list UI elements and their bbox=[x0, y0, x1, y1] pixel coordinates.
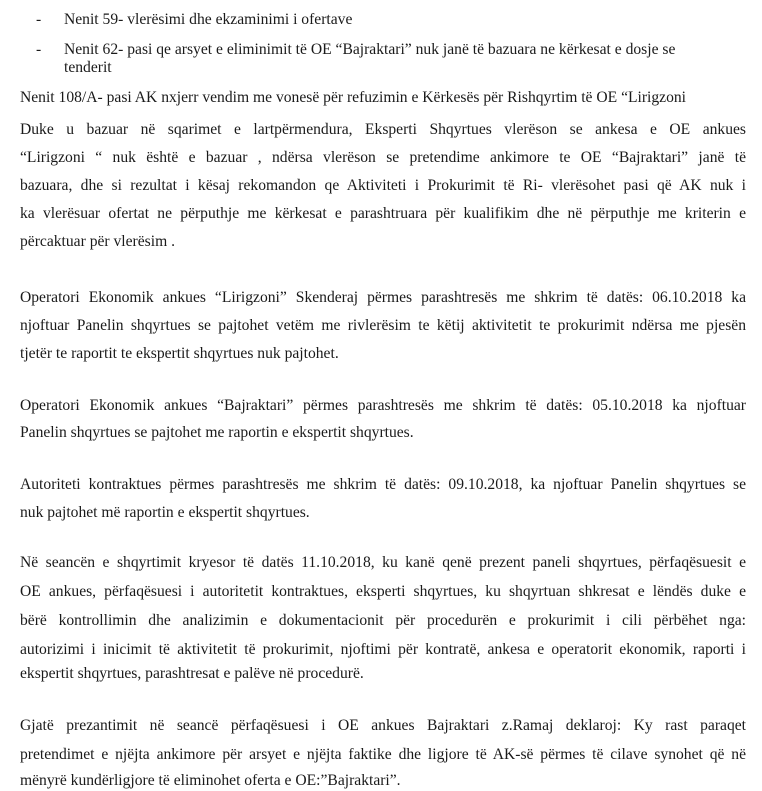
bullet-text: tenderit bbox=[64, 59, 112, 76]
bullet-text: Nenit 62- pasi qe arsyet e eliminimit të OE “Bajraktari” nuk janë të bazuara ne kërkesat e dosje se bbox=[64, 41, 676, 58]
paragraph-line: njoftuar Panelin shqyrtues se pajtohet vetëm me rivlerësim te këtij aktivitetit te prokurimit ndërsa me pjesën bbox=[20, 317, 746, 334]
bullet-dash: - bbox=[36, 11, 42, 28]
paragraph-line: bërë kontrollimin dhe analizimin e dokumentacionit për procedurën e prokurimit i cili përbëhet nga: bbox=[20, 612, 746, 629]
paragraph-line: nuk pajtohet më raportin e ekspertit shqyrtues. bbox=[20, 504, 310, 521]
paragraph-line: Në seancën e shqyrtimit kryesor të datës 11.10.2018, ku kanë qenë prezent paneli shqyrtues, përfaqësuesit e bbox=[20, 554, 746, 571]
paragraph-line: pretendimet e njëjta ankimore për arsyet e njëjta faktike dhe ligjore të AK-së përmes të cilave synohet që në bbox=[20, 746, 746, 763]
paragraph-line: OE ankues, përfaqësuesi i autoritetit kontraktues, eksperti shqyrtues, ku shqyrtuan shkresat e lëndës duke e bbox=[20, 583, 746, 600]
paragraph-line: Operatori Ekonomik ankues “Lirigzoni” Skenderaj përmes parashtresës me shkrim të datës: 06.10.2018 ka bbox=[20, 289, 746, 306]
paragraph-line: Operatori Ekonomik ankues “Bajraktari” përmes parashtresës me shkrim të datës: 05.10.2018 ka njoftuar bbox=[20, 397, 746, 414]
bullet-dash: - bbox=[36, 41, 42, 58]
paragraph-line: Duke u bazuar në sqarimet e lartpërmendura, Eksperti Shqyrtues vlerëson se ankesa e OE ankues bbox=[20, 121, 746, 138]
article-reference: Nenit 108/A- pasi AK nxjerr vendim me vonesë për refuzimin e Kërkesës për Rishqyrtim të OE “Lirigzoni bbox=[20, 89, 687, 106]
paragraph-line: mënyrë kundërligjore të eliminohet oferta e OE:”Bajraktari”. bbox=[20, 772, 401, 789]
paragraph-line: tjetër te raportit te ekspertit shqyrtues nuk pajtohet. bbox=[20, 345, 339, 362]
paragraph-line: “Lirigzoni “ nuk është e bazuar , ndërsa vlerëson se pretendime ankimore te OE “Bajraktari” janë të bbox=[20, 149, 746, 166]
paragraph-line: përcaktuar për vlerësim . bbox=[20, 233, 175, 250]
paragraph-line: ekspertit shqyrtues, parashtresat e palëve në procedurë. bbox=[20, 665, 364, 682]
paragraph-line: ka vlerësuar ofertat ne përputhje me kërkesat e parashtruara për kualifikim dhe në përputhje me kriterin e bbox=[20, 205, 746, 222]
paragraph-line: Gjatë prezantimit në seancë përfaqësuesi i OE ankues Bajraktari z.Ramaj deklaroj: Ky rast paraqet bbox=[20, 717, 746, 734]
paragraph-line: Panelin shqyrtues se pajtohet me raportin e ekspertit shqyrtues. bbox=[20, 424, 414, 441]
paragraph-line: bazuara, dhe si rezultat i kësaj rekomandon qe Aktiviteti i Prokurimit të Ri- vlerësohet pasi që AK nuk i bbox=[20, 177, 746, 194]
bullet-text: Nenit 59- vlerësimi dhe ekzaminimi i ofertave bbox=[64, 11, 353, 28]
paragraph-line: Autoriteti kontraktues përmes parashtresës me shkrim të datës: 09.10.2018, ka njoftuar Panelin shqyrtues se bbox=[20, 476, 746, 493]
paragraph-line: autorizimi i inicimit të aktivitetit të prokurimit, njoftimi për kontratë, ankesa e operatorit ekonomik, raporti i bbox=[20, 641, 746, 658]
